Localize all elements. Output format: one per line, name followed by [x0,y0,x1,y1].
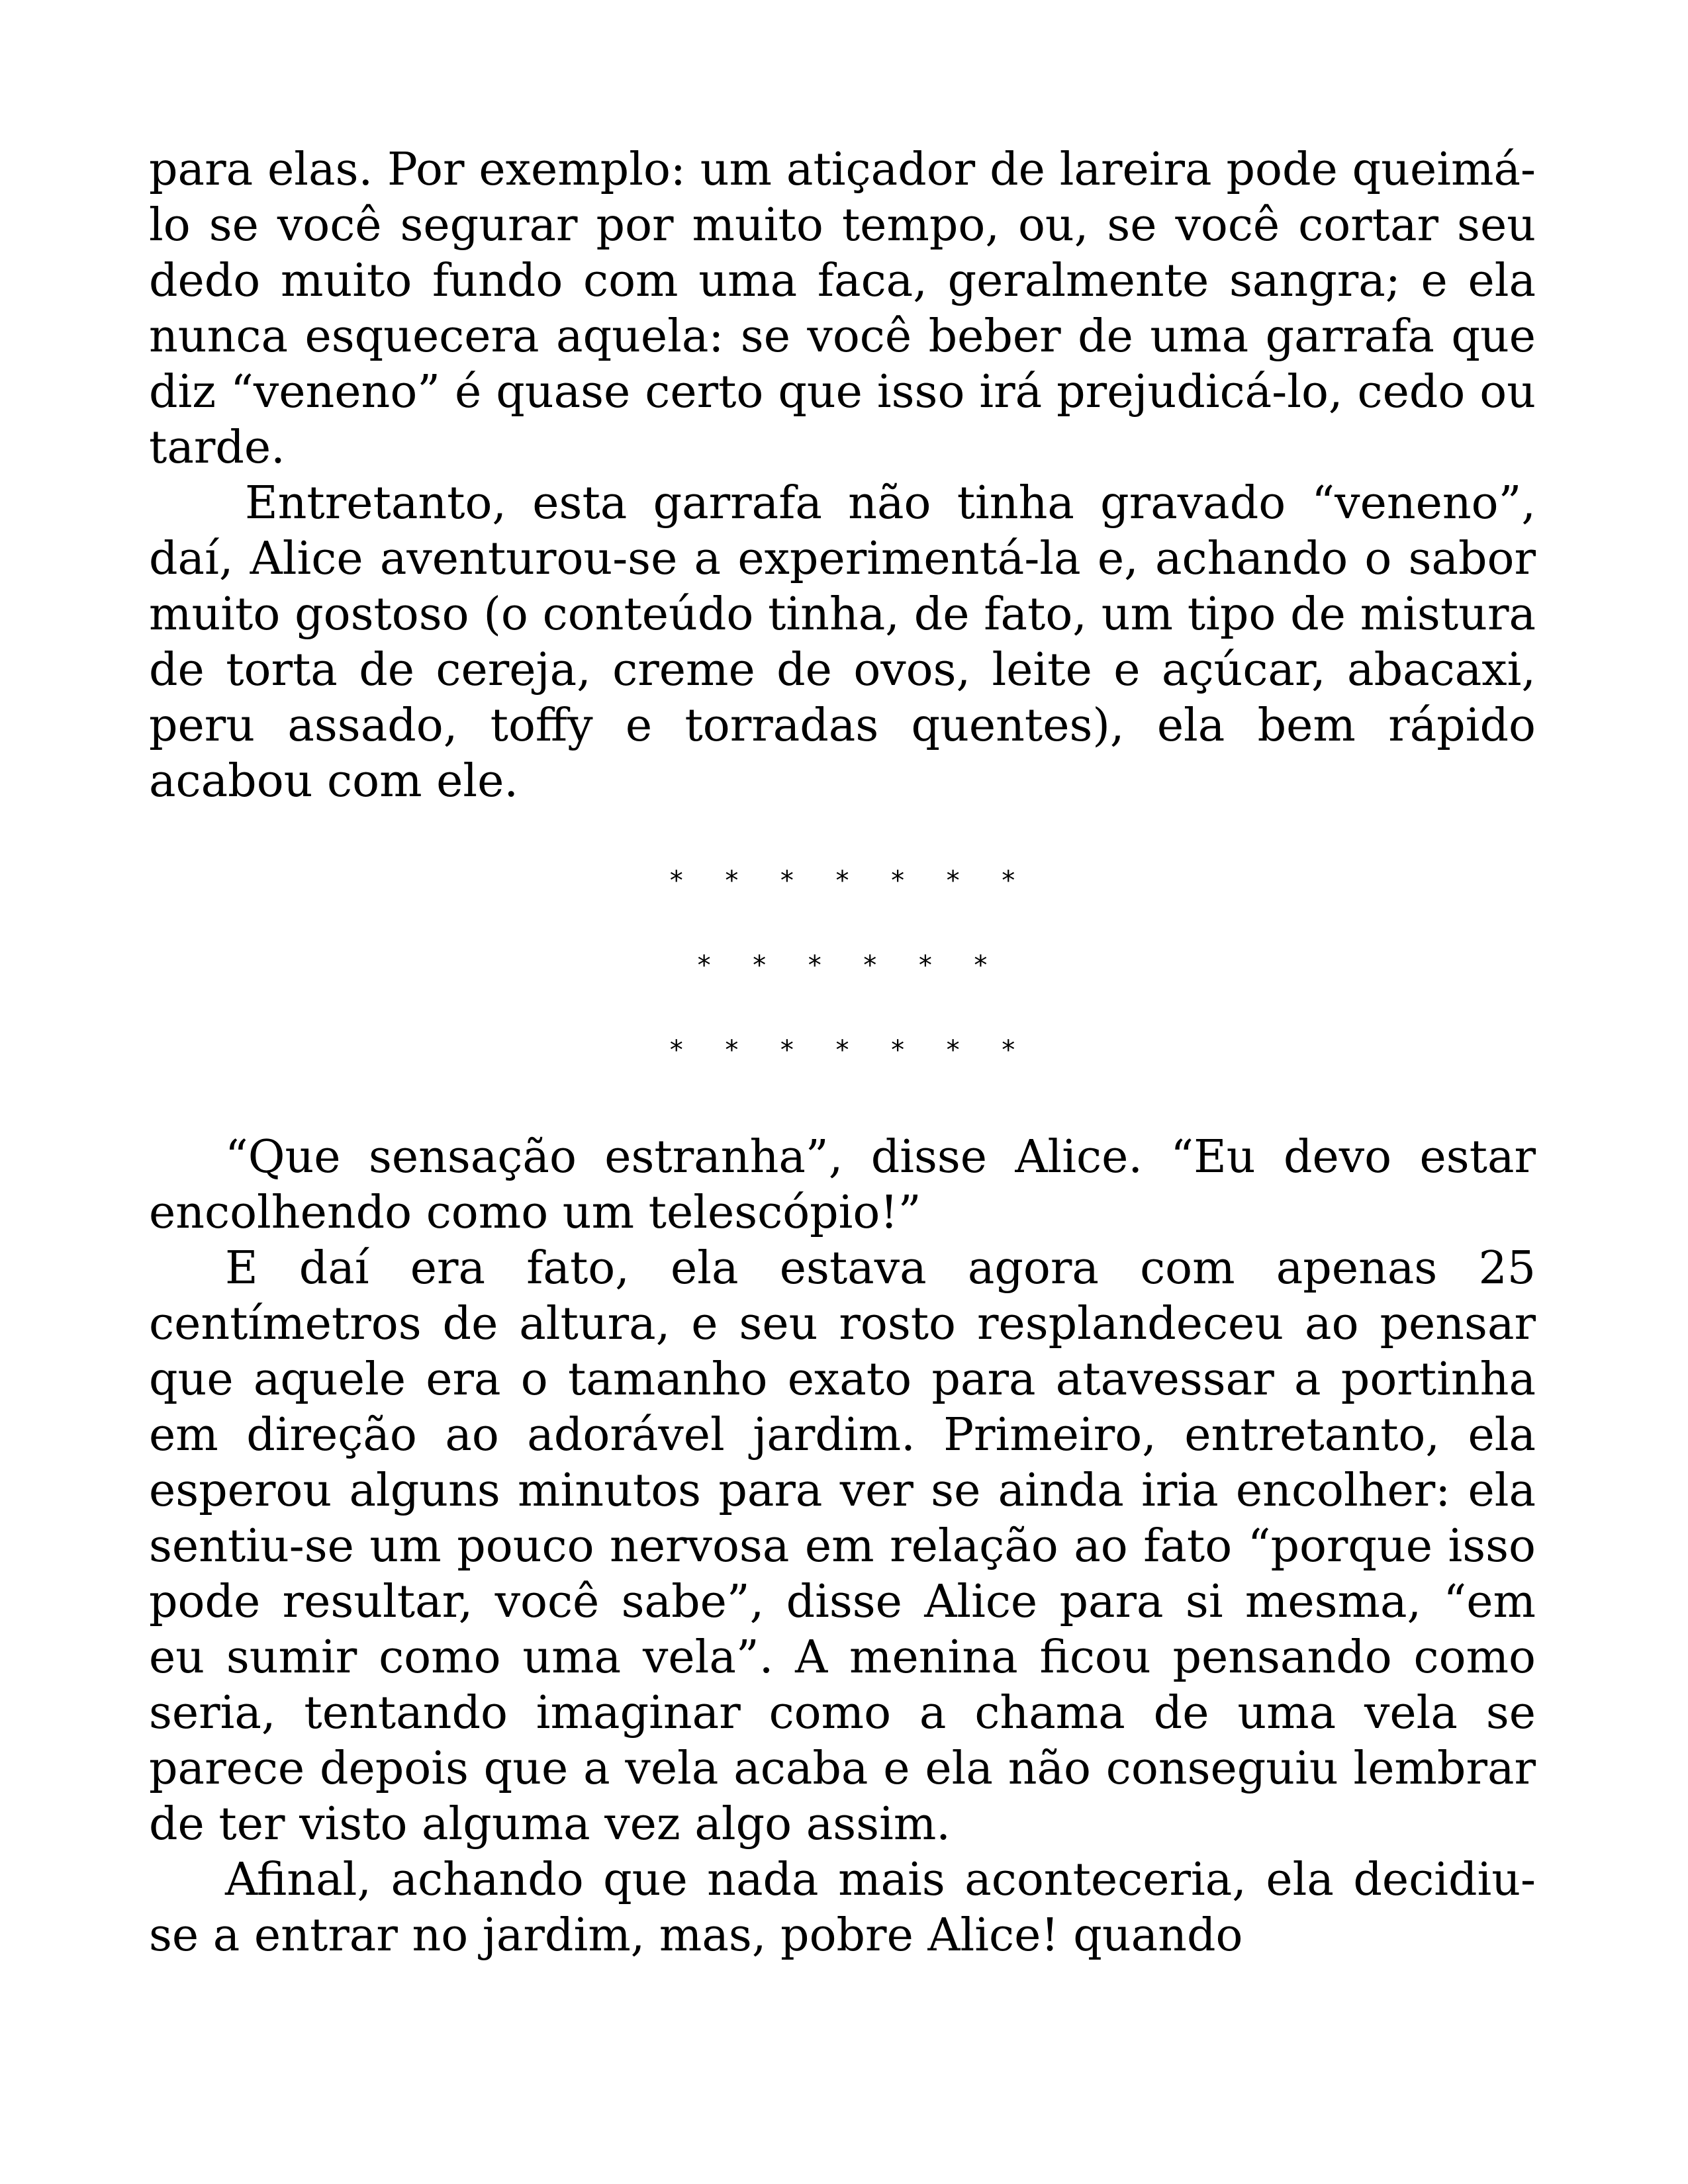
separator-row-3: * * * * * * * [669,1035,1015,1066]
separator-row-2: * * * * * * [697,950,988,981]
paragraph-4: E daí era fato, ela estava agora com apenas 25 centímetros de altura, e seu rosto resplandeceu ao pensar que aquele era o tamanho exato para atavessar a portinha em direção ao adorável jardim. Primeiro, entretanto, ela esperou alguns minutos para ver se ainda iria encolher: ela sentiu-se um pouco nervosa em relação ao fato “porque isso pode resultar, você sabe”, disse Alice para si mesma, “em eu sumir como uma vela”. A menina ficou pensando como seria, tentando imaginar como a chama de uma vela se parece depois que a vela acaba e ela não conseguiu lembrar de ter visto alguma vez algo assim. [149,1242,1536,1850]
section-separator [149,868,1536,1064]
separator-row-1: * * * * * * * [669,866,1015,896]
paragraph-5: Afinal, achando que nada mais aconteceria, ela decidiu-se a entrar no jardim, mas, pobre Alice! quando [149,1854,1536,1962]
document-page [149,142,1536,1964]
paragraph-1: para elas. Por exemplo: um atiçador de lareira pode queimá-lo se você segurar por muito tempo, ou, se você cortar seu dedo muito fundo com uma faca, geralmente sangra; e ela nunca esquecera aquela: se você beber de uma garrafa que diz “veneno” é quase certo que isso irá prejudicá-lo, cedo ou tarde. [149,144,1536,474]
paragraph-2: Entretanto, esta garrafa não tinha gravado “veneno”, daí, Alice aventurou-se a experimentá-la e, achando o sabor muito gostoso (o conteúdo tinha, de fato, um tipo de mistura de torta de cereja, creme de ovos, leite e açúcar, abacaxi, peru assado, toffy e torradas quentes), ela bem rápido acabou com ele. [149,477,1536,807]
paragraph-3: “Que sensação estranha”, disse Alice. “Eu devo estar encolhendo como um telescópio!” [149,1131,1536,1239]
